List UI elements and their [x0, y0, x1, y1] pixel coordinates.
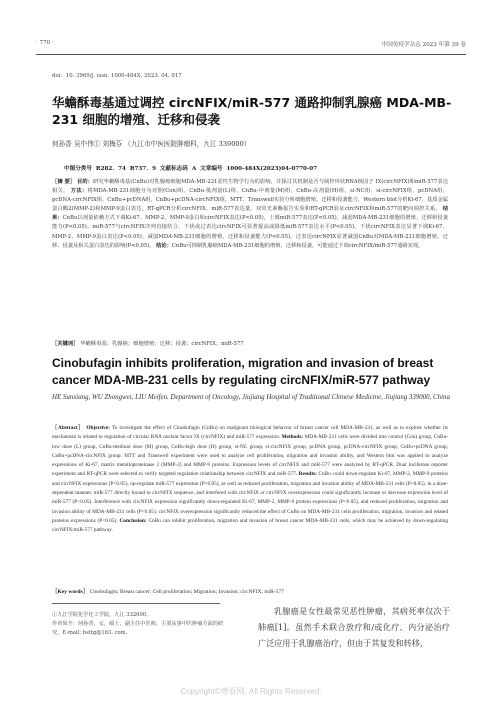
chinese-keywords [52, 339, 448, 347]
english-title: Cinobufagin inhibits proliferation, migration and invasion of breast cancer MDA-MB-231 cells by regulating circNFIX/miR-577 pathway [52, 356, 434, 387]
methods-label-en: Methods: [281, 434, 304, 441]
classification-meta: 中图分类号 R282. 74 R737. 9 文献标志码 A 文章编号 1000-484X(2023)04-0770-07 [64, 166, 318, 172]
methods-label: 方法： [70, 188, 88, 195]
footnote [52, 611, 227, 639]
conclusion-text: CnBu可抑制乳腺癌MDA-MB-231细胞的增殖、迁移和侵袭，可能通过下调circNFIX/miR-577通路实现。 [171, 242, 424, 249]
english-abstract [52, 424, 448, 536]
copyright-watermark: Copyright©博看网. All Rights Reserved. [180, 687, 322, 696]
chinese-title: 华蟾酥毒基通过调控 circNFIX/miR-577 通路抑制乳腺癌 MDA-MB-231 细胞的增殖、迁移和侵袭 [52, 95, 452, 127]
objective-label-en: Objective: [86, 425, 110, 431]
keywords-label-en: ［Key words］ [52, 589, 89, 595]
conclusion-label: 结论： [156, 242, 172, 249]
keywords-label: ［关键词］ [52, 341, 79, 347]
english-authors: HE Sunxiang, WU Zhongwei, LIU Meifen. Department of Oncology, Jiujiang Hospital of Traditional Chinese Medicine, Jiujiang 339000, China [52, 394, 450, 401]
results-text: CnBu以剂量依赖方式下调Ki-67、MMP-2、MMP-9蛋白和circNFIX表达(P<0.05)，上调miR-577表达(P<0.05)，减弱MDA-MB-231细胞的增殖、迁移和侵袭能力(P<0.05)。miR-577与circNFIX序列直接结合，干扰或过表达circNFIX可显著提高或降低miR-577表达水平(P<0.05)。干扰circNFIX表达显著下调Ki-67、MMP-2、MMP-9蛋白表达(P<0.05)，减弱MDA-MB-231细胞的增殖、迁移和侵袭能力(P<0.05)。过表达circNFIX显著减弱CnBu对MDA-MB-231细胞增殖、迁移、侵袭及相关蛋白表达的影响(P<0.05)。 [52, 215, 449, 249]
objective-text-en: To investigate the effect of Cinobufagin (CnBu) on malignant biological behavior of breast cancer cell MDA-MB-231, as well as to explore whether its mechanism is related to regulation of circular RNA nuclear factor IX (circNFIX) and miR-577 expression. [52, 425, 448, 441]
objective-text: 研究华蟾酥毒基(CnBu)对乳腺癌细胞MDA-MB-231恶性生物学行为的影响，并探讨其机制是否与阔控环状RNA核因子 IX(circNFIX)和miR-577表达相关。 [52, 179, 449, 195]
keywords-text-en: Cinobufagin; Breast cancer; Cell proliferation; Migration; Invasion; circNFIX; miR-577 [89, 589, 284, 595]
chinese-authors: 何孙香 吴中伟① 刘梅芬 （九江市中医医院肿瘤科，九江 339000） [52, 140, 251, 148]
results-label-en: Results: [298, 471, 317, 478]
objective-label: 目的： [76, 179, 93, 185]
keywords-text: 华蟾酥毒基；乳腺癌；细胞增殖；迁移；侵袭；circNFIX；miR-577 [80, 341, 244, 347]
methods-text: 将MDA-MB-231细胞分为对照(Con)组、CnBu-低剂量(L)组、CnBu-中剂量(M)组、CnBu-高剂量(H)组、si-NC组、si-circNFIX组、pcDNA组、pcDNA-circNFIX组、CnBu+pcDNA组、CnBu+pcDNA-circNFIX组。MTT、Transwell实验分析细胞增殖、迁移和侵袭能力，Western blot分析Ki-67、基质金属蛋白酶2(MMP-2)和MMP-9蛋白表达。RT-qPCR分析circNFIX、miR-577表达量。双荧光素酶报告实验和RT-qPCR验证circNFIX和miR-577的靶向调控关系。 [52, 188, 449, 213]
abstract-label: ［摘 要］ [52, 179, 76, 185]
abstract-label-en: ［Abstract］ [52, 425, 85, 431]
header-rule [36, 54, 466, 55]
english-keywords [52, 587, 448, 595]
footnote-author-bio: 作者简介：何孙香，女，硕士，副主任中医师，主要从事中医肿瘤方面的研究，E-mail: hsttg@163. com。 [52, 621, 224, 637]
chinese-abstract [52, 178, 448, 251]
conclusion-text-en: CnBu can inhibit proliferation, migration and invasion of breast cancer MDA-MB-231 cells, which may be achieved by down-regulating circNFIX/miR-577 pathway. [52, 517, 448, 534]
footnote-affiliation: ①九江学院化学化工学院，九江 332000。 [52, 612, 152, 618]
results-text-en: CnBu could down-regulate Ki-67, MMP-2, MMP-9 proteins and circNFIX expressions (P<0.05), up-regulate miR-577 expression (P<0.05), as well as reduced proliferation, migration and invasion ability of MDA-MB-231 cells (P<0.05), in a dose-dependent manner. miR-577 directly bound to circNFIX sequence, and interfered with circNFIX or circNFIX overexpression could significantly increase or decrease expression level of miR-577 (P<0.05). Interference with circNFIX expression significantly down-regulated Ki-67, MMP-2, MMP-9 protein expressions (P<0.05), and reduced proliferation, migration and invasion ability of MDA-MB-231 cells (P<0.05). circNFIX overexpression significantly reduced the effect of CnBu on MDA-MB-231 cells proliferation, migration, invasion and related proteins expressions (P<0.05). [52, 471, 449, 524]
journal-name: 中国免疫学杂志 2023 年第 39 卷 [381, 42, 466, 48]
introduction [258, 603, 450, 651]
page-number: · 770 · [36, 40, 54, 46]
results-label: 结果： [52, 206, 448, 222]
conclusion-label-en: Conclusion: [119, 517, 147, 524]
intro-paragraph: 乳腺癌是女性最常见恶性肿瘤，其病死率仅次于肺癌[1]。虽然手术联合放疗和/或化疗、内分泌治疗广泛应用于乳腺癌治疗，但由于其复发和转移， [258, 606, 450, 648]
methods-text-en: MDA-MB-231 cells were divided into control (Con) group, CnBu-low dose (L) group, CnBu-medium dose (M) group, CnBu-high dose (H) group, si-NC group, si-circNFIX group, pcDNA group, pcDNA-circNFIX group, CnBu+pcDNA group, CnBu+pcDNA-circNFIX group. MTT and Transwell experiment were used to analyze cell proliferation, migration and invasion ability, and Western blot was applied to analyze expressions of Ki-67, matrix metalloproteinase 2 (MMP-2) and MMP-9 proteins. Expression levels of circNFIX and miR-577 were analyzed by RT-qPCR. Dual luciferase reporter experiment and RT-qPCR were selected to verify targeted regulation relationship between circNFIX and miR-577. [52, 434, 448, 478]
footnote-rule [52, 603, 220, 604]
doi: doi：10. 3969/j. issn. 1000-484X. 2023. 04. 017 [52, 73, 182, 79]
